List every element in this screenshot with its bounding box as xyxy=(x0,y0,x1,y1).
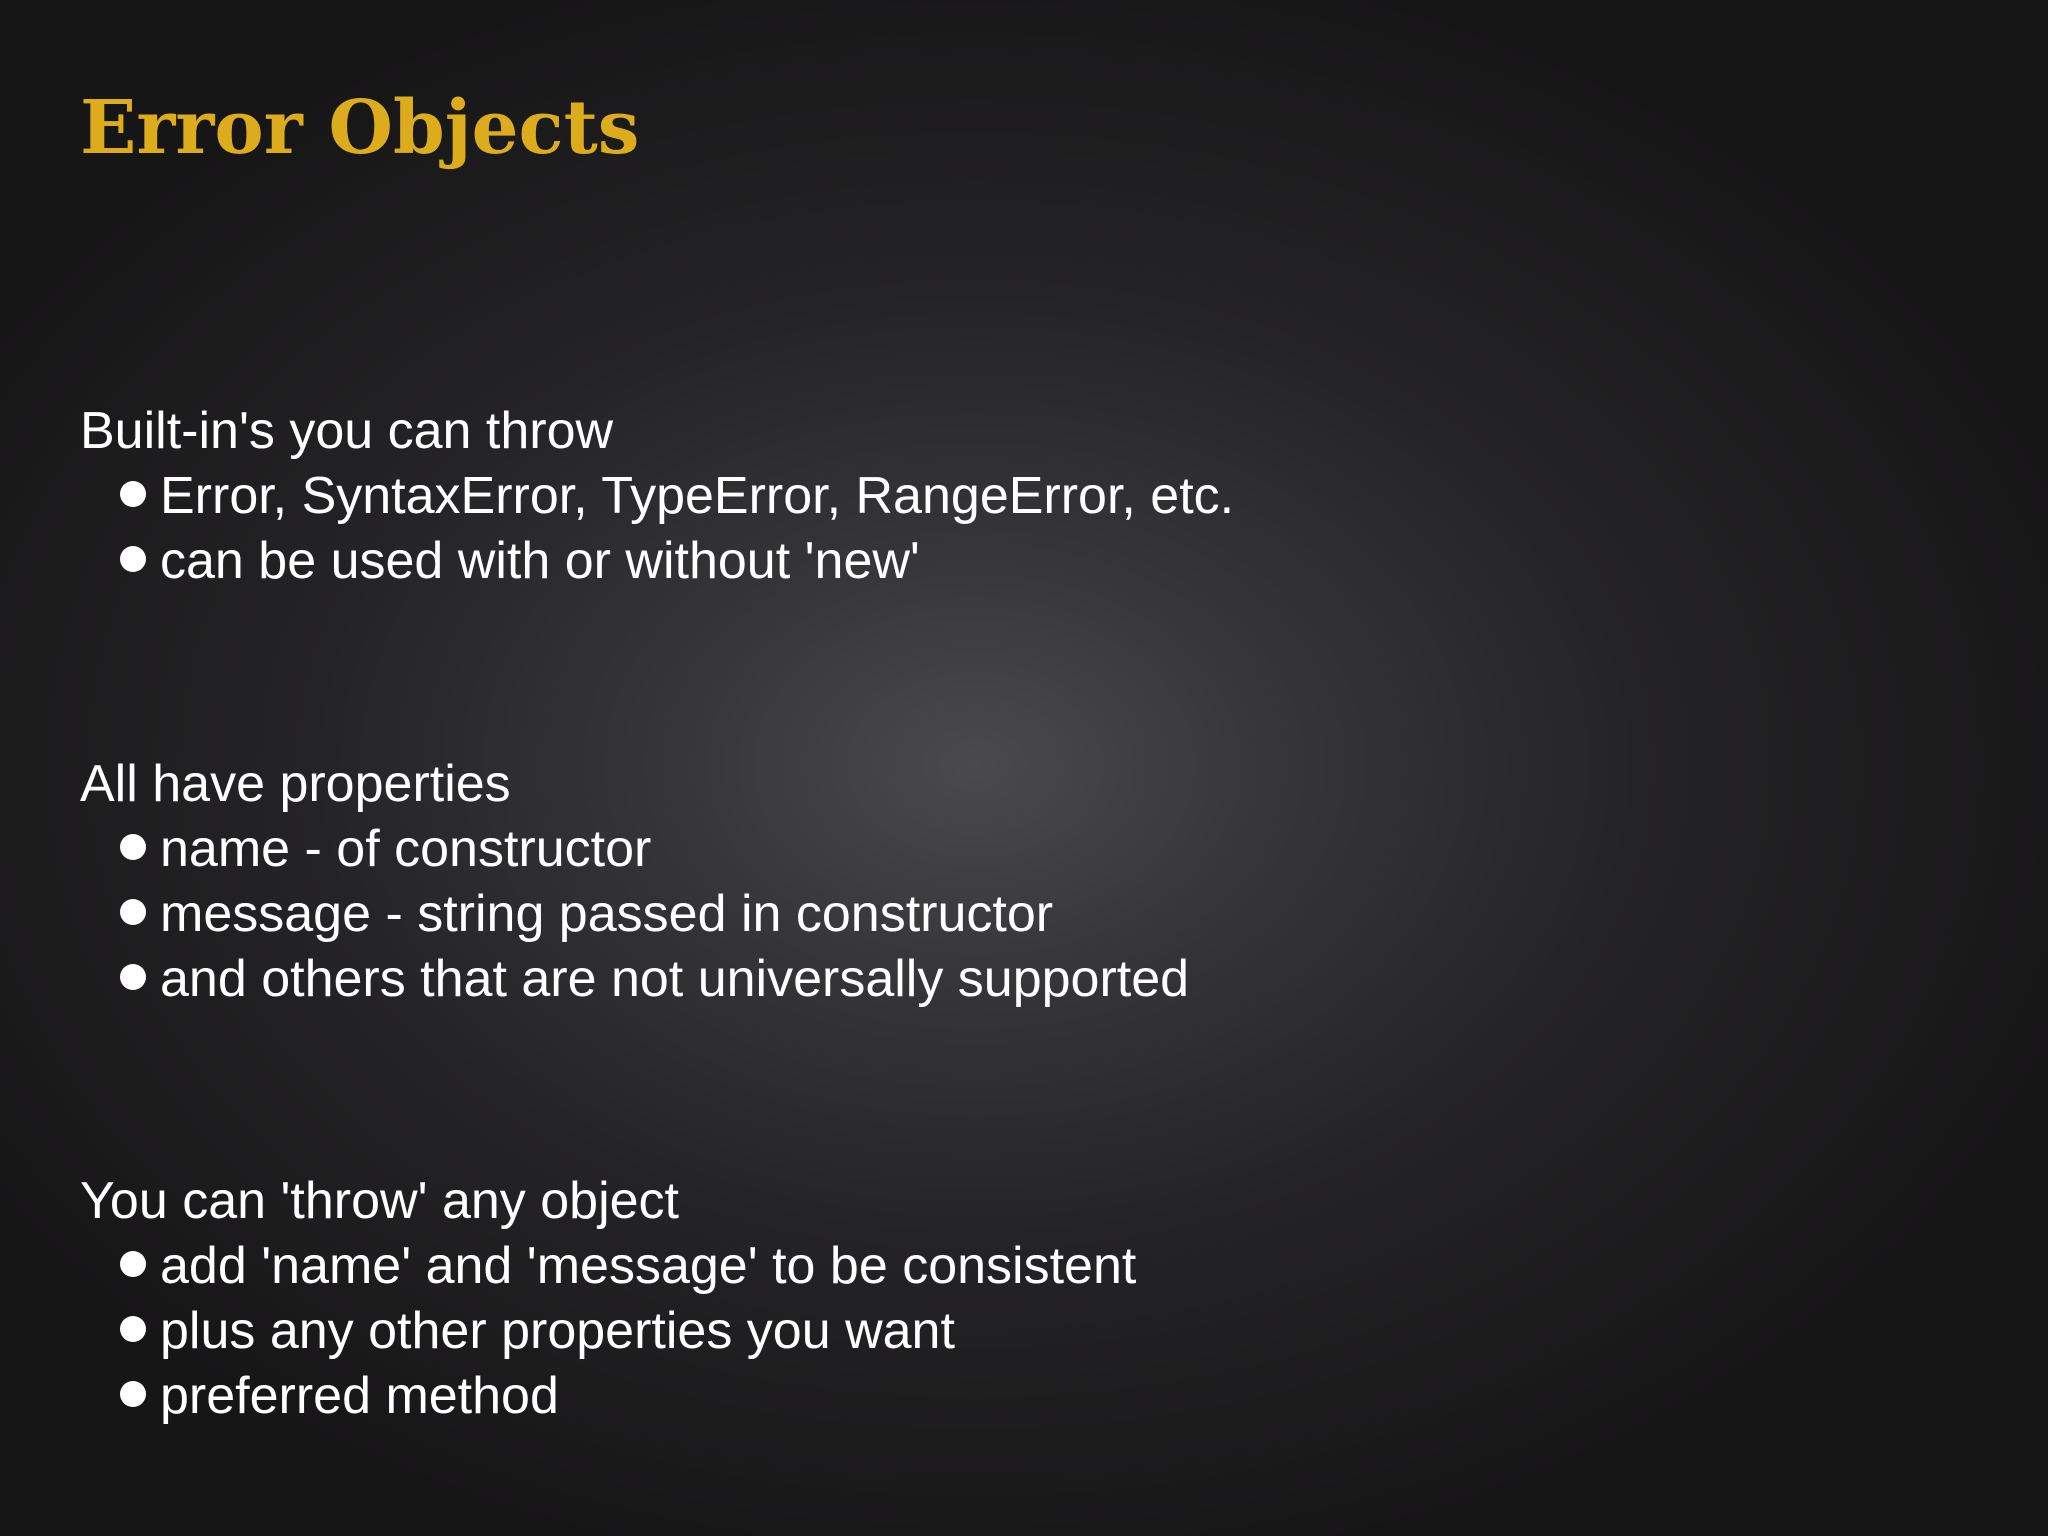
bullet-text: add 'name' and 'message' to be consistent xyxy=(160,1237,1137,1295)
bullet-text: Error, SyntaxError, TypeError, RangeError, etc. xyxy=(160,467,1235,525)
bullet-dot-icon xyxy=(120,964,146,990)
bullet-text: plus any other properties you want xyxy=(160,1302,955,1360)
bullet-text: preferred method xyxy=(160,1367,559,1425)
section-heading: You can 'throw' any object xyxy=(80,1172,679,1230)
bullet-list xyxy=(80,1234,1980,1429)
bullet-dot-icon xyxy=(120,481,146,507)
section-throw-object xyxy=(80,1168,1980,1429)
bullet-dot-icon xyxy=(120,1316,146,1342)
bullet-item xyxy=(80,1364,1980,1429)
section-properties xyxy=(80,751,1980,1012)
bullet-text: name - of constructor xyxy=(160,820,652,878)
bullet-dot-icon xyxy=(120,546,146,572)
bullet-item xyxy=(80,1234,1980,1299)
bullet-item xyxy=(80,464,1980,529)
slide-title: Error Objects xyxy=(80,85,640,171)
section-builtins xyxy=(80,398,1980,594)
bullet-item xyxy=(80,529,1980,594)
bullet-item xyxy=(80,817,1980,882)
section-heading: All have properties xyxy=(80,755,511,813)
section-heading: Built-in's you can throw xyxy=(80,402,614,460)
bullet-text: can be used with or without 'new' xyxy=(160,532,920,590)
bullet-text: message - string passed in constructor xyxy=(160,885,1054,943)
bullet-item xyxy=(80,882,1980,947)
bullet-list xyxy=(80,817,1980,1012)
bullet-list xyxy=(80,464,1980,594)
bullet-dot-icon xyxy=(120,1381,146,1407)
bullet-dot-icon xyxy=(120,834,146,860)
bullet-dot-icon xyxy=(120,1251,146,1277)
bullet-item xyxy=(80,1299,1980,1364)
bullet-dot-icon xyxy=(120,899,146,925)
bullet-item xyxy=(80,947,1980,1012)
bullet-text: and others that are not universally supported xyxy=(160,950,1190,1008)
